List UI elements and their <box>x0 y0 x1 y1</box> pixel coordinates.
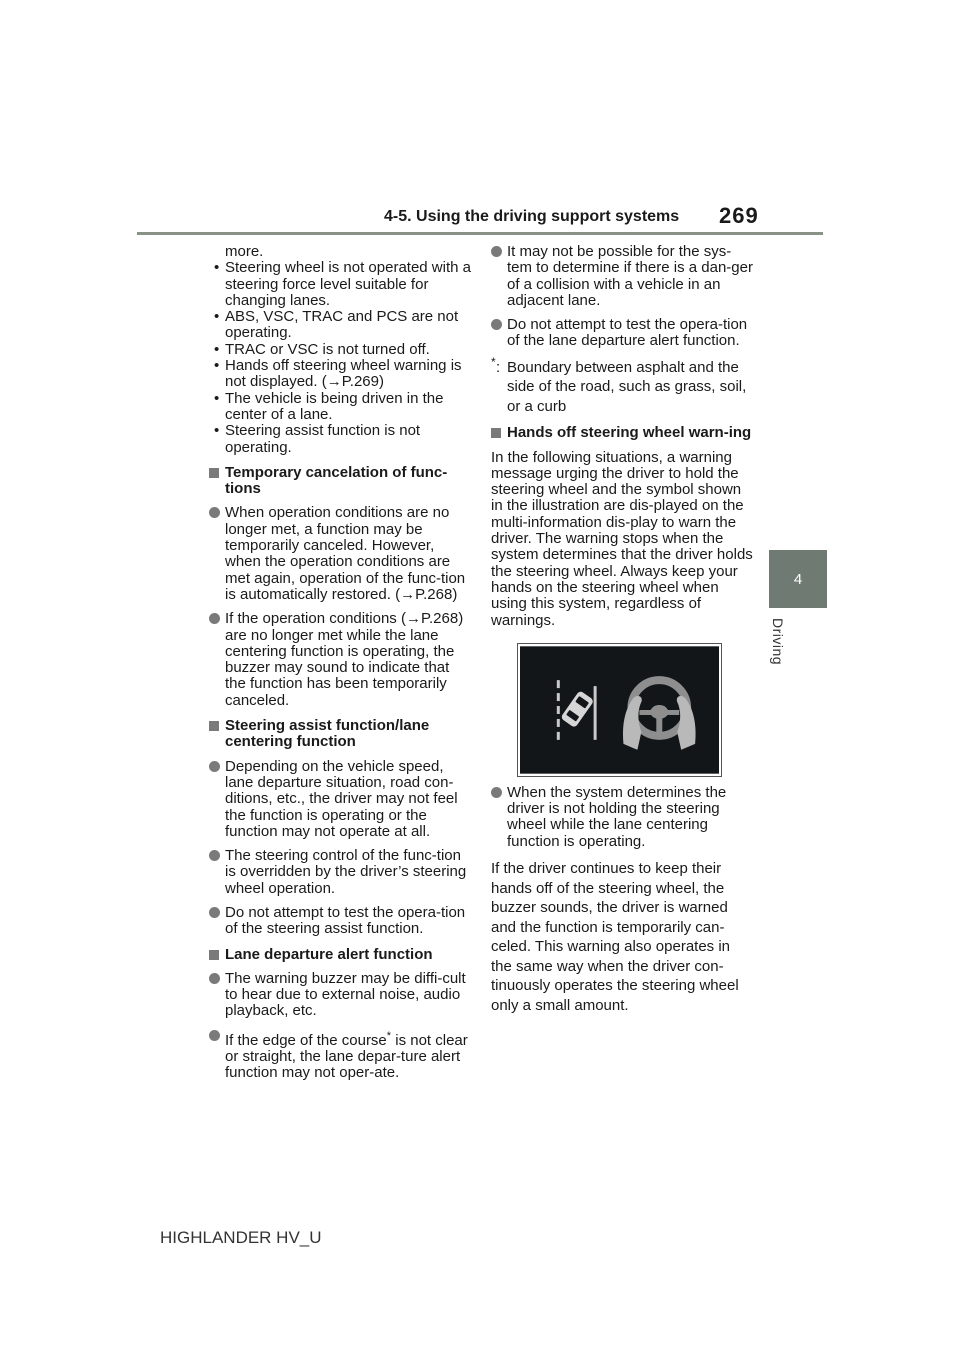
heading-text: Temporary cancelation of func-tions <box>225 463 448 498</box>
circle-bullet-icon <box>491 787 502 798</box>
circle-bullet-icon <box>209 761 220 772</box>
steering-assist-heading <box>209 718 471 751</box>
square-bullet-icon <box>209 950 219 960</box>
footnote-marker: * <box>386 1029 392 1042</box>
bullet-text: Do not attempt to test the opera-tion of the steering assist function. <box>225 903 466 938</box>
bullet-item <box>209 759 471 840</box>
condition-item: • The vehicle is being driven in the center of a lane. <box>209 391 471 424</box>
heading-text: Hands off steering wheel warn-ing <box>507 424 752 442</box>
circle-bullet-icon <box>209 973 220 984</box>
footnote-colon: : <box>496 358 501 376</box>
bullet-item <box>209 848 471 897</box>
bullet-item <box>209 905 471 938</box>
circle-bullet-icon <box>209 507 220 518</box>
bullet-text: When operation conditions are no longer met, a function may be temporarily canceled. However, when the operation conditions are met again, operation of the func-tion is automatically restored. (→P.268) <box>225 504 466 603</box>
condition-item: • Hands off steering wheel warning is not displayed. (→P.269) <box>209 358 471 391</box>
bullet-item <box>491 317 753 350</box>
bullet-text: When the system determines the driver is not holding the steering wheel while the lane centering function is operating. <box>507 783 727 850</box>
square-bullet-icon <box>209 468 219 478</box>
circle-bullet-icon <box>209 613 220 624</box>
footer-model: HIGHLANDER HV_U <box>160 1228 322 1247</box>
hands-off-warning-illustration <box>517 643 722 777</box>
hands-off-closing: If the driver continues to keep their hands off of the steering wheel, the buzzer sounds, the driver is warned and the function is temporarily can-celed. This warning also operates in the same way when the driver con-tinuously operates the steering wheel only a small amount. <box>491 860 739 1014</box>
bullet-item <box>209 1028 471 1082</box>
bullet-item <box>491 244 753 309</box>
hands-off-intro: In the following situations, a warning message urging the driver to hold the steering wheel and the symbol shown in the illustration are dis-played on the multi-information dis-play to warn the driver. The warning stops when the system determines that the driver holds the steering wheel. Always keep your hands on the steering wheel when using this system, regardless of warnings. <box>491 448 753 629</box>
bullet-text: It may not be possible for the sys-tem to determine if there is a dan-ger of a collision with a vehicle in an adjacent lane. <box>507 243 753 309</box>
condition-item: • ABS, VSC, TRAC and PCS are not operating. <box>209 309 471 342</box>
square-bullet-icon <box>209 721 219 731</box>
condition-item: • Steering wheel is not operated with a steering force level suitable for changing lanes. <box>209 260 471 309</box>
right-column <box>491 244 753 1015</box>
continuation-text: more. <box>225 243 264 260</box>
circle-bullet-icon <box>491 246 502 257</box>
heading-text: Steering assist function/lane centering function <box>225 717 430 751</box>
header-rule <box>137 232 823 235</box>
temp-cancel-heading <box>209 465 471 498</box>
bullet-item <box>209 611 471 709</box>
circle-bullet-icon <box>209 850 220 861</box>
conditions-list <box>209 260 471 456</box>
bullet-text: If the edge of the course <box>225 1031 387 1049</box>
lane-departure-heading <box>209 947 471 963</box>
footnote-text: Boundary between asphalt and the side of the road, such as grass, soil, or a curb <box>507 358 747 415</box>
bullet-text: If the operation conditions (→P.268) are no longer met while the lane centering function is operating, the buzzer may sound to indicate that the function has been temporarily canceled. <box>225 610 464 709</box>
left-column <box>209 244 471 1082</box>
bullet-text: is not clear or straight, the lane depar-ture alert function may not oper-ate. <box>225 1031 468 1082</box>
circle-bullet-icon <box>209 907 220 918</box>
bullet-item <box>209 971 471 1020</box>
bullet-text: The warning buzzer may be diffi-cult to hear due to external noise, audio playback, etc. <box>225 969 466 1020</box>
condition-item: • TRAC or VSC is not turned off. <box>209 342 471 358</box>
footnote <box>491 354 753 417</box>
page-number: 269 <box>719 203 759 228</box>
bullet-text: Depending on the vehicle speed, lane departure situation, road con-ditions, etc., the driver may not feel the function is operating or the function may not operate at all. <box>225 757 458 840</box>
circle-bullet-icon <box>491 319 502 330</box>
section-title: 4-5. Using the driving support systems <box>384 208 680 225</box>
hands-off-heading <box>491 425 753 441</box>
circle-bullet-icon <box>209 1030 220 1041</box>
square-bullet-icon <box>491 428 501 438</box>
hands-off-warning-display <box>520 646 719 774</box>
condition-item: • Steering assist function is not operating. <box>209 423 471 456</box>
bullet-text: Do not attempt to test the opera-tion of the lane departure alert function. <box>507 316 748 350</box>
bullet-item <box>209 505 471 603</box>
heading-text: Lane departure alert function <box>225 945 433 963</box>
footnote-marker: * <box>491 354 496 369</box>
bullet-text: The steering control of the func-tion is overridden by the driver’s steering wheel operation. <box>225 847 467 897</box>
bullet-item <box>491 785 753 850</box>
chapter-tab: 4 <box>769 550 827 608</box>
chapter-label: Driving <box>770 618 786 666</box>
